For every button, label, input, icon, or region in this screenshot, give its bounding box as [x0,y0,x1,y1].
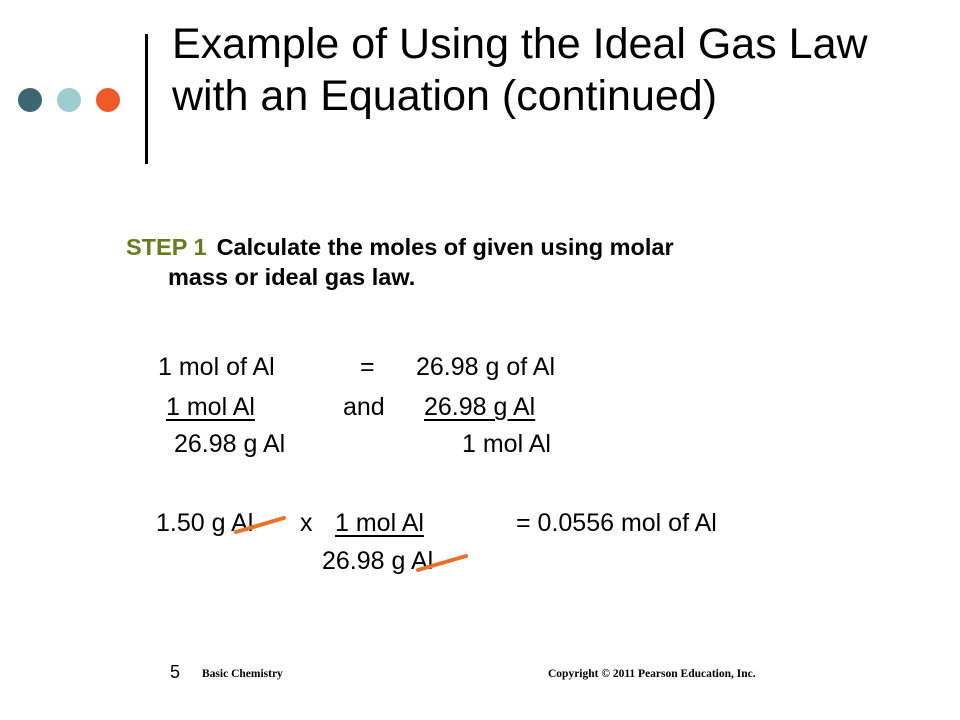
step-text-line1: Calculate the moles of given using molar [216,234,674,260]
factor1-numerator: 1 mol Al [166,393,255,421]
equality-left: 1 mol of Al [158,353,275,381]
calc-times: x [300,509,313,537]
calc-numerator: 1 mol Al [335,509,424,537]
equality-right: 26.98 g of Al [416,353,556,381]
footer-copyright: Copyright © 2011 Pearson Education, Inc. [548,668,756,680]
factor2-numerator: 26.98 g Al [424,393,536,421]
equality-sign: = [360,353,375,381]
factor1-denominator: 26.98 g Al [174,430,286,458]
decor-dot-dark [18,88,42,112]
cancel-stroke-denominator [414,550,470,574]
factor2-denominator: 1 mol Al [462,430,551,458]
step-1-text [126,232,916,292]
decor-dot-light [57,88,81,112]
slide-title: Example of Using the Ideal Gas Law with an Equation (continued) [172,20,868,120]
step-text-line2: mass or ideal gas law. [168,264,416,290]
calc-result: = 0.0556 mol of Al [516,509,717,537]
footer-book-title: Basic Chemistry [202,668,283,680]
calc-given: 1.50 g Al [156,509,254,537]
title-divider [145,34,148,164]
calc-denominator: 26.98 g Al [322,547,434,575]
step-label: STEP 1 [126,234,207,260]
cancel-stroke-numerator [232,512,288,536]
decor-dot-accent [96,88,120,112]
factor-and: and [343,393,385,421]
page-number: 5 [170,662,181,682]
